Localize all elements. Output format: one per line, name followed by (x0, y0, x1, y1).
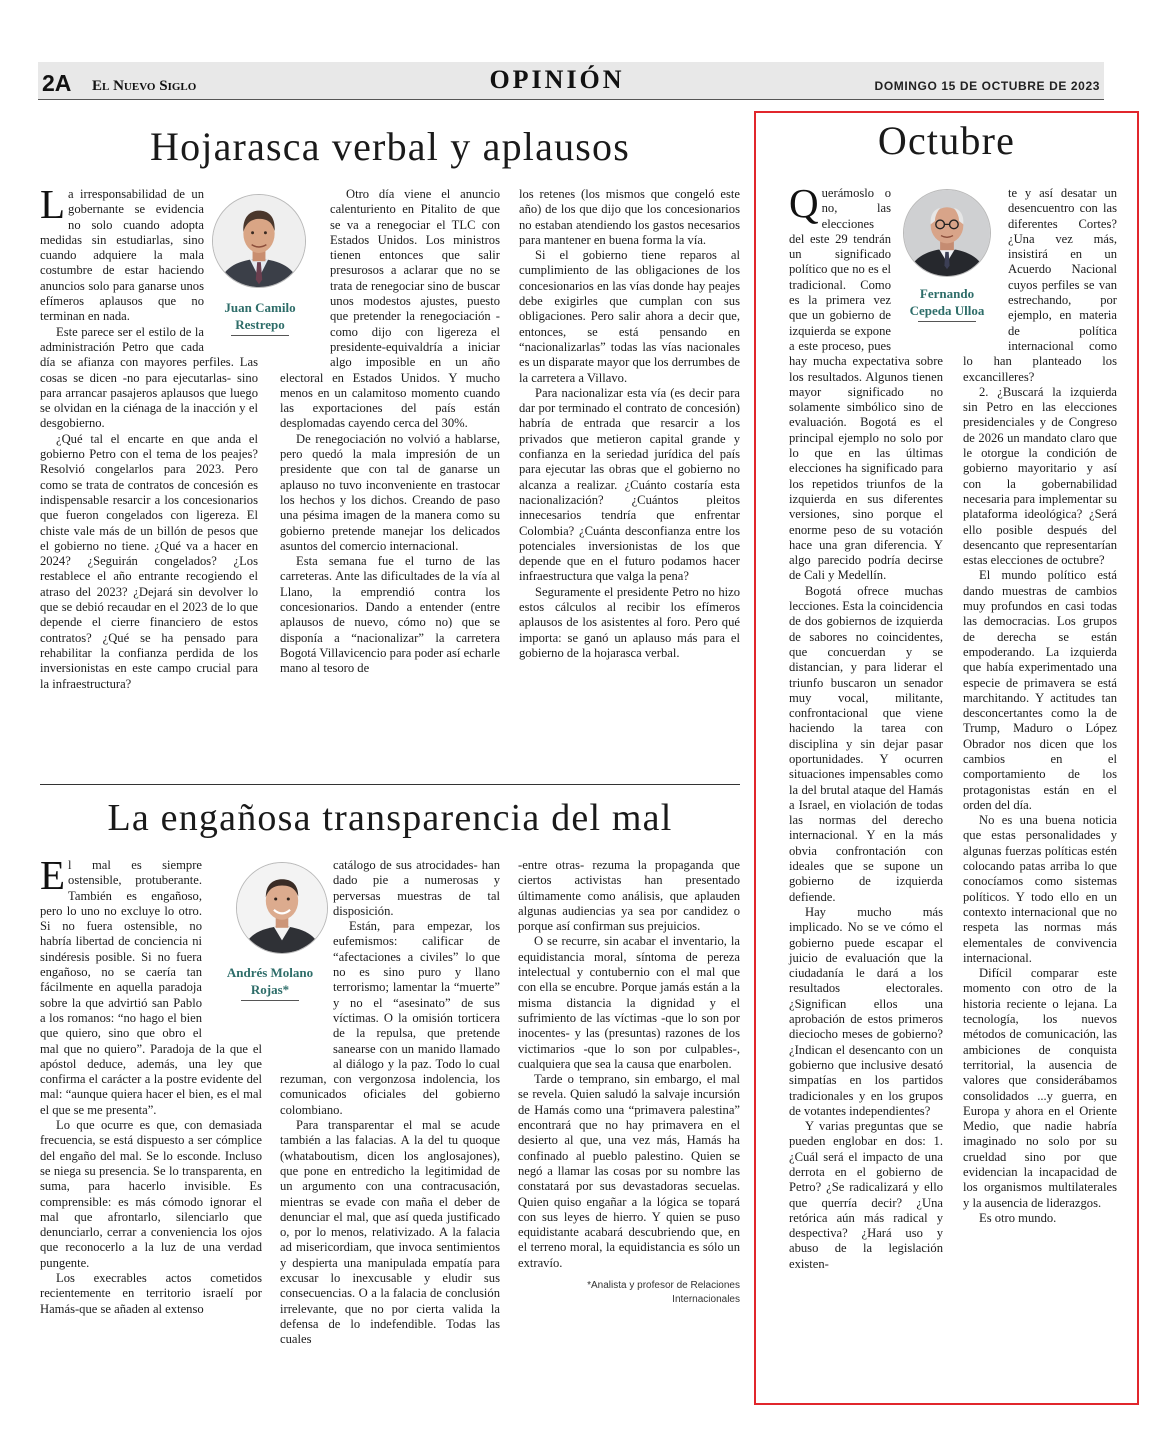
text-wrap-spacer (204, 187, 258, 345)
author-name-line2: Restrepo (235, 317, 285, 332)
paragraph: Si el gobierno tiene reparos al cumplimiento de las obligaciones de los concesionarios en las vías donde hay peajes debe exigirles que cumplan con sus obligaciones. Pero salir ahora a decir que, entonces, se está pensando en “nacionalizarlas” todas las vías nacionales es un disparate mayor que los derrumbes de la carretera a Villavo. (519, 248, 740, 385)
article-title-hojarasca: Hojarasca verbal y aplausos (150, 124, 630, 169)
author-name-line1: Juan Camilo (224, 300, 296, 315)
paragraph: Seguramente el presidente Petro no hizo estos cálculos al recibir los efímeros aplausos de los asistentes al foro. Pero qué importa: se ganó un aplauso más para el gobierno de la hojarasca verbal. (519, 584, 740, 660)
author-name-line2: Rojas* (250, 982, 290, 997)
section-title: OPINIÓN (489, 65, 625, 94)
author-name-line2: Cepeda Ulloa (909, 303, 985, 318)
paragraph: Lo que ocurre es que, con demasiada frecuencia, se está dispuesto a ser cómplice del engaño del mal. Se lo esconde. Incluso se niega su presencia. Se lo transparenta, en suma, para hacerlo invisible. Es comprensible: es más cómodo ignorar el mal que afrontarlo, silenciarlo que denunciarlo, cerrar a conveniencia los ojos que reconocerlo a la luz de una verdad pungente. (40, 1118, 262, 1270)
article3-column-1 (789, 180, 943, 1272)
paragraph: Los execrables actos cometidos recientemente en territorio israelí por Hamás-que se añaden al extenso (40, 1271, 262, 1316)
text-wrap-spacer (963, 186, 1008, 346)
paragraph: La irresponsabilidad de un gobernante se evidencia no solo cuando adopta medidas sin estudiarlas, sino cuando adquiere la mala costumbre de estar haciendo anuncios solo para ganarse unos efímeros aplausos que no terminan en nada. (40, 181, 204, 324)
article2-column-3 (518, 858, 740, 1307)
paragraph: catálogo de sus atrocidades- han dado pie a numerosas y perversas muestras de tal disposición. (333, 858, 500, 918)
paragraph: Para transparentar el mal se acude también a las falacias. A la del tu quoque (whataboutism, dicen los anglosajones), que pone en entredicho la legitimidad de un argumento con una contracusación, mientras se evade con maña el deber de denunciar el mal, que así queda justificado o, por lo menos, relativizado. A la falacia ad misericordiam, que invoca sentimientos y despierta una manipulada empatía para excusar lo inexcusable y eludir sus consecuencias. O a la falacia de conclusión irrelevante, que no por cierta valida la defensa de lo indefendible. Todas las cuales (280, 1118, 500, 1347)
paragraph: Difícil comparar este momento con otro de la historia reciente o lejana. La tecnología, los nuevos métodos de comunicación, las ambiciones de conquista territorial, la ausencia de valores que considerábamos consolidados ...y guerra, en Europa y ahora en el Oriente Medio, que nadie habría imaginado no solo por su crueldad sino por que evidencian la incapacidad de los organismos multilaterales y la ausencia de liderazgos. (963, 966, 1117, 1210)
author-footnote (518, 1279, 740, 1307)
paragraph: los retenes (los mismos que congeló este año) de los que dijo que los concesionarios no estaban atendiendo los gastos necesarios para mantener en buena forma la vía. (519, 187, 740, 247)
paragraph: Otro día viene el anuncio calenturiento en Pitalito de que se va a renegociar el TLC con Estados Unidos. Los ministros tienen entonces que salir presurosos a aclarar que no se trata de renegociar sino de buscar unos modestos ajustes, puesto que pretender la renegociación -como dijo con ligereza el presidente-equivaldría a iniciar algo imposible en un año electoral en Estados Unidos. Y mucho menos en un calamitoso momento cuando las exportaciones del país están desplomadas cayendo cerca del 30%. (280, 187, 500, 431)
paragraph: El mal es siempre ostensible, protuberante. También es engañoso, pero lo uno no excluye lo otro. Si no fuera ostensible, no habría libertad de conciencia ni sindéresis posible. Si no fuera engañoso, no se caería tan fácilmente en aquella paradoja sobre la que advirtió san Pablo a los romanos: “no hago el bien que quiero, sino que obro el mal que no quiero”. Paradoja de la que el apóstol deduce, además, una ley que confirma el carácter a la postre evidente del mal: “aunque quiera hacer el bien, es el mal el que se me presenta”. (40, 852, 262, 1117)
article2-column-1 (40, 852, 262, 1317)
article1-column-2 (280, 187, 500, 677)
paragraph: Están, para empezar, los eufemismos: calificar de “afectaciones a civiles” lo que no es sino puro y llano terrorismo; lamentar la “muerte” y no el “asesinato” de sus víctimas. O la omisión torticera de la repulsa, que pretende sanearse con un manido llamado al diálogo y la paz. Todo lo cual rezuman, con vergonzosa indolencia, los comunicados oficiales del gobierno colombiano. (280, 919, 500, 1117)
newspaper-name: El Nuevo Siglo (92, 78, 197, 94)
text-wrap-spacer (280, 187, 330, 357)
paragraph: ¿Qué tal el encarte en que anda el gobierno Petro con el tema de los peajes? Resolvió congelarlos para 2023. Pero como se trata de contratos de concesión es indispensable resarcir a los concesionarios que fueron congelados con ligereza. El chiste vale más de un billón de pesos que el gobierno no tiene. ¿Qué va a hacer en 2024? ¿Seguirán congelados? ¿Los restablece el año entrante recogiendo el atraso del 2023? ¿Dejará sin devolver lo que se debió recaudar en el 2023 de lo que depende el cierre financiero de estos contratos? ¿Qué se ha pensado para rehabilitar la confianza perdida de los inversionistas en este campo crucial para la infraestructura? (40, 431, 258, 691)
paragraph: El mundo político está dando muestras de cambios muy profundos en casi todas las democracias. Los grupos de derecha se están empoderando. La izquierda que había experimentado una especie de primavera se está marchitando. Y actitudes tan desconcertantes como la de Trump, Maduro o López Obrador nos dicen que los cambios en el comportamiento de los protagonistas están en el orden del día. (963, 568, 1117, 812)
paragraph: Bogotá ofrece muchas lecciones. Esta la coincidencia de dos gobiernos de izquierda de sabores no coincidentes, que concuerdan y se distancian, y para liderar el triunfo buscaron un senador muy vocal, militante, confrontacional que viene haciendo la tarea con disciplina y sin dejar pasar oportunidades. Y ocurren situaciones impensables como la del brutal ataque del Hamás a Israel, en violación de todas las normas del derecho internacional. Y en la más obvia confrontación con ideales que se supone un gobierno de izquierda defiende. (789, 583, 943, 904)
article1-column-1 (40, 181, 258, 692)
author-name-line1: Andrés Molano (226, 965, 314, 980)
author-name-line1: Fernando (919, 286, 975, 301)
text-wrap-spacer (202, 858, 262, 1034)
paragraph: te y así desatar un desencuentro con las diferentes Cortes? ¿Una vez más, insistirá en un Acuerdo Nacional cuyos perfiles se van estrechando, por ejemplo, en materia de política internacional como lo han planteado los excancilleres? (963, 186, 1117, 384)
paragraph: -entre otras- rezuma la propaganda que ciertos activistas han presentado últimamente como análisis, que aplauden algunas audiencias ya sea por candidez o porque así confirman sus prejuicios. (518, 858, 740, 934)
paragraph: De renegociación no volvió a hablarse, pero quedó la mala impresión de un presidente que con tal de ganarse un aplauso no tuvo inconveniente en trastocar los hechos y los dichos. Creando de paso una pésima imagen de la manera como su gobierno pretende manejar los delicados asuntos del comercio internacional. (280, 431, 500, 553)
footnote-line1: *Analista y profesor de Relaciones (587, 1280, 740, 1292)
article3-column-2 (963, 186, 1117, 1226)
paragraph: O se recurre, sin acabar el inventario, la equidistancia moral, síntoma de pereza intelectual y contubernio con el mal que con ella se encubre. Porque jamás están a la misma distancia la dignidad y el sufrimiento de las víctimas -que lo son por inocentes- y las (presuntas) razones de los victimarios -que lo son por culpables-, cualquiera que sea la causa que enarbolen. (518, 934, 740, 1071)
article-title-octubre: Octubre (877, 118, 1016, 163)
issue-date: DOMINGO 15 DE OCTUBRE DE 2023 (874, 79, 1100, 93)
page-number: 2A (42, 70, 72, 96)
paragraph: Para nacionalizar esta vía (es decir para dar por terminado el contrato de concesión) habría de entrada que resarcir a los privados que metieron capital grande y confianza en la seriedad jurídica del país para ejecutar las obras que el gobierno no alcanza a realizar. ¿Cuánto costaría esta nacionalización? ¿Cuántos pleitos innecesarios tendría que enfrentar Colombia? ¿Cuánta desconfianza entre los potenciales inversionistas de los que depende que en el futuro podamos hacer infraestructura que valga la pena? (519, 385, 740, 584)
article-divider (40, 784, 740, 785)
article1-column-3 (519, 187, 740, 661)
paragraph: 2. ¿Buscará la izquierda sin Petro en las elecciones presidenciales y de Congreso de 2026 un mandato claro que le otorgue la condición de gobierno mayoritario y así con la gobernabilidad necesaria para implementar su plataforma ideológica? ¿Será ello posible después del desencanto que representarían estas elecciones de octubre? (963, 384, 1117, 568)
paragraph: Tarde o temprano, sin embargo, el mal se revela. Quien saludó la salvaje incursión de Hamás como una “primavera palestina” encontrará que no hay primavera en el desierto al que, una vez más, Hamás ha confinado al pueblo palestino. Quien se negó a llamar las cosas por su nombre las constatará por sus devastadoras secuelas. Quien quiso engañar a la lógica se topará con sus leyes de hierro. Y quien se puso equidistante acabará descubriendo que, en el terreno moral, la equidistancia es sólo un extravío. (518, 1072, 740, 1270)
paragraph: Este parece ser el estilo de la administración Petro que cada día se afianza con mayores perfiles. Las cosas se dicen -no para ejecutarlas- sino para arrancar pasajeros aplausos que luego se olvidan en la ciénaga de la inacción y el desgobierno. (40, 324, 258, 431)
paragraph: Querámoslo o no, las elecciones del este 29 tendrán un significado político que no es el tradicional. Como es la primera vez que un gobierno de izquierda se expone a este proceso, pues hay mucha expectativa sobre los resultados. Algunos tienen mayor significado no solamente simbólico sino de evaluación. Bogotá es el principal ejemplo no solo por lo que en las últimas elecciones ha significado para los repetidos triunfos de la izquierda en sus diferentes versiones, sino porque el enorme peso de su votación hace una gran diferencia. Y algo parecido podría decirse de Cali y Medellín. (789, 180, 943, 583)
paragraph: Hay mucho más implicado. No se ve cómo el gobierno puede escapar el juicio de evaluación que la ciudadanía le dará a los resultados electorales. ¿Significan ellos una aprobación de estos primeros dieciocho meses de gobierno? ¿Indican el desencanto con un gobierno que inclusive desató simpatías en los partidos tradicionales y en los grupos de votantes independientes? (789, 904, 943, 1118)
text-wrap-spacer (280, 858, 333, 1062)
article-title-transparencia: La engañosa transparencia del mal (107, 797, 673, 839)
paragraph: Esta semana fue el turno de las carreteras. Ante las dificultades de la vía al Llano, la emprendió contra los concesionarios. Dando a entender (entre aplausos de nuevo, cómo no) que se disponía a “nacionalizar” la carretera Bogotá Villavicencio para poder así echarle mano al tesoro de (280, 554, 500, 676)
article2-column-2 (280, 858, 500, 1348)
footnote-line2: Internacionales (672, 1294, 740, 1306)
text-wrap-spacer (891, 186, 943, 352)
paragraph: No es una buena noticia que estas personalidades y algunas fuerzas políticas estén colocando patas arriba lo que conocíamos como sistemas políticos. Y todo ello en un contexto internacional que no respeta las normas más elementales de convivencia internacional. (963, 813, 1117, 965)
paragraph: Y varias preguntas que se pueden englobar en dos: 1. ¿Cuál será el impacto de una derrota en el gobierno de Petro? ¿Se radicalizará y ello que querría decir? ¿Una retórica aún más radical y despectiva? ¿Hará uso y abuso de la legislación existen- (789, 1119, 943, 1271)
paragraph: Es otro mundo. (979, 1210, 1057, 1225)
